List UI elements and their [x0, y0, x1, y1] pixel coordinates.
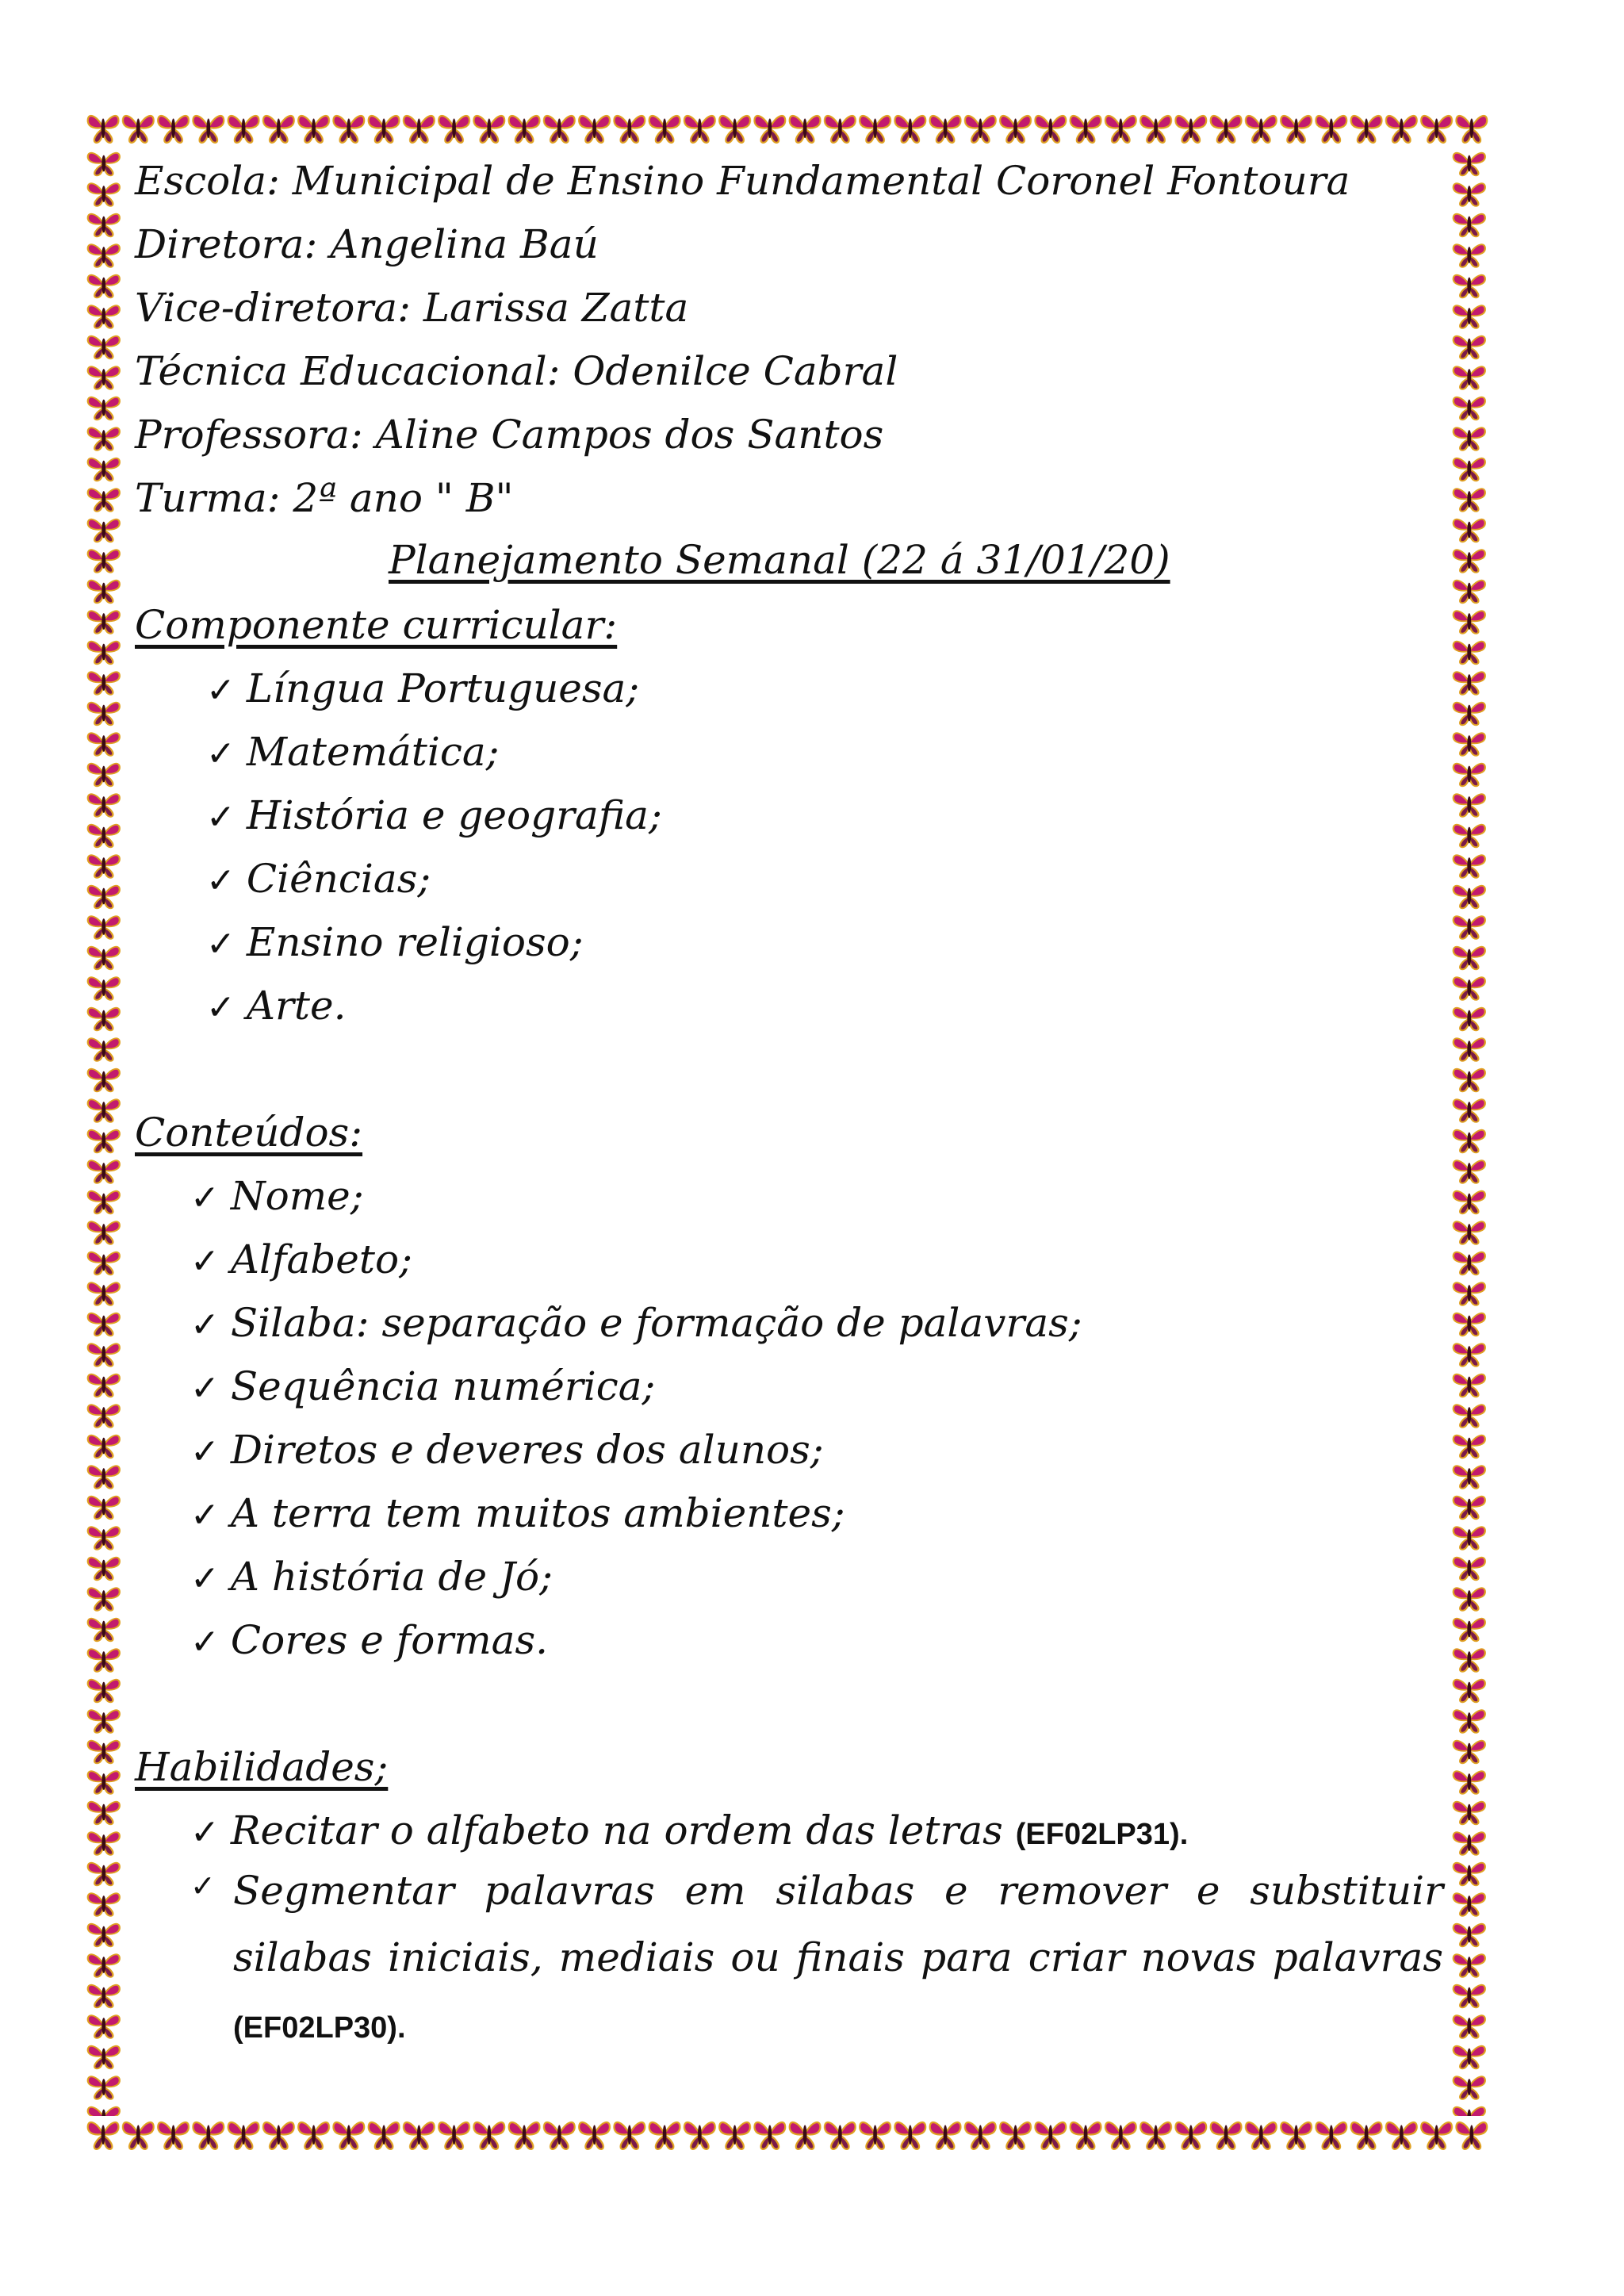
check-icon: ✓: [206, 670, 236, 711]
check-icon: ✓: [190, 1432, 220, 1472]
list-item: ✓ Alfabeto;: [190, 1236, 412, 1282]
check-icon: ✓: [190, 1495, 220, 1535]
habilidades-heading: Habilidades;: [135, 1744, 389, 1790]
componente-heading: Componente curricular:: [135, 602, 618, 648]
check-icon: ✓: [190, 1622, 220, 1662]
list-item: ✓ Língua Portuguesa;: [206, 665, 640, 711]
list-item: ✓ Ensino religioso;: [206, 919, 584, 965]
check-icon: ✓: [206, 987, 236, 1028]
check-icon: ✓: [206, 797, 236, 838]
butterfly-border-top: [86, 109, 1489, 148]
check-icon: ✓: [190, 1241, 220, 1282]
page-title: Planejamento Semanal (22 á 31/01/20): [389, 537, 1170, 583]
check-icon: ✓: [206, 861, 236, 901]
vice-director-line: Vice-diretora: Larissa Zatta: [135, 285, 689, 331]
check-icon: ✓: [190, 1178, 220, 1218]
list-item: ✓ Matemática;: [206, 729, 500, 775]
list-item: ✓ Arte.: [206, 983, 347, 1029]
skill-code: (EF02LP31).: [1015, 1818, 1189, 1851]
conteudos-heading: Conteúdos:: [135, 1110, 363, 1156]
list-item: ✓ Nome;: [190, 1173, 364, 1219]
check-icon: ✓: [190, 1558, 220, 1599]
list-item: ✓ Recitar o alfabeto na ordem das letras (EF02LP31).: [190, 1807, 1189, 1853]
butterfly-border-left: [86, 148, 124, 2116]
list-item: ✓ Cores e formas.: [190, 1617, 549, 1663]
list-item: ✓ História e geografia;: [206, 792, 662, 838]
butterfly-border-right: [1451, 148, 1489, 2116]
list-item: ✓ Silaba: separação e formação de palavras;: [190, 1300, 1082, 1346]
list-item: ✓ Sequência numérica;: [190, 1363, 656, 1409]
butterfly-border-bottom: [86, 2116, 1489, 2154]
list-item: ✓ A história de Jó;: [190, 1554, 553, 1600]
check-icon: ✓: [206, 734, 236, 774]
list-item: Segmentar palavras em silabas e remover e substituir silabas iniciais, mediais ou finais para criar novas palavras (EF02LP30).: [233, 1868, 1443, 2045]
school-line: Escola: Municipal de Ensino Fundamental Coronel Fontoura: [135, 158, 1350, 204]
class-line: Turma: 2ª ano " B": [135, 475, 514, 521]
list-item: ✓ A terra tem muitos ambientes;: [190, 1490, 845, 1536]
director-line: Diretora: Angelina Baú: [135, 221, 599, 267]
list-item: ✓ Diretos e deveres dos alunos;: [190, 1427, 824, 1473]
skill-code: (EF02LP30).: [233, 2011, 406, 2045]
technician-line: Técnica Educacional: Odenilce Cabral: [135, 348, 898, 394]
check-icon: ✓: [190, 1305, 220, 1345]
check-icon: ✓: [190, 1812, 220, 1853]
check-icon: ✓: [206, 924, 236, 964]
list-item: ✓ Ciências;: [206, 856, 431, 902]
check-icon: ✓: [190, 1368, 220, 1409]
teacher-line: Professora: Aline Campos dos Santos: [135, 412, 884, 458]
check-icon: ✓: [190, 1869, 216, 1903]
